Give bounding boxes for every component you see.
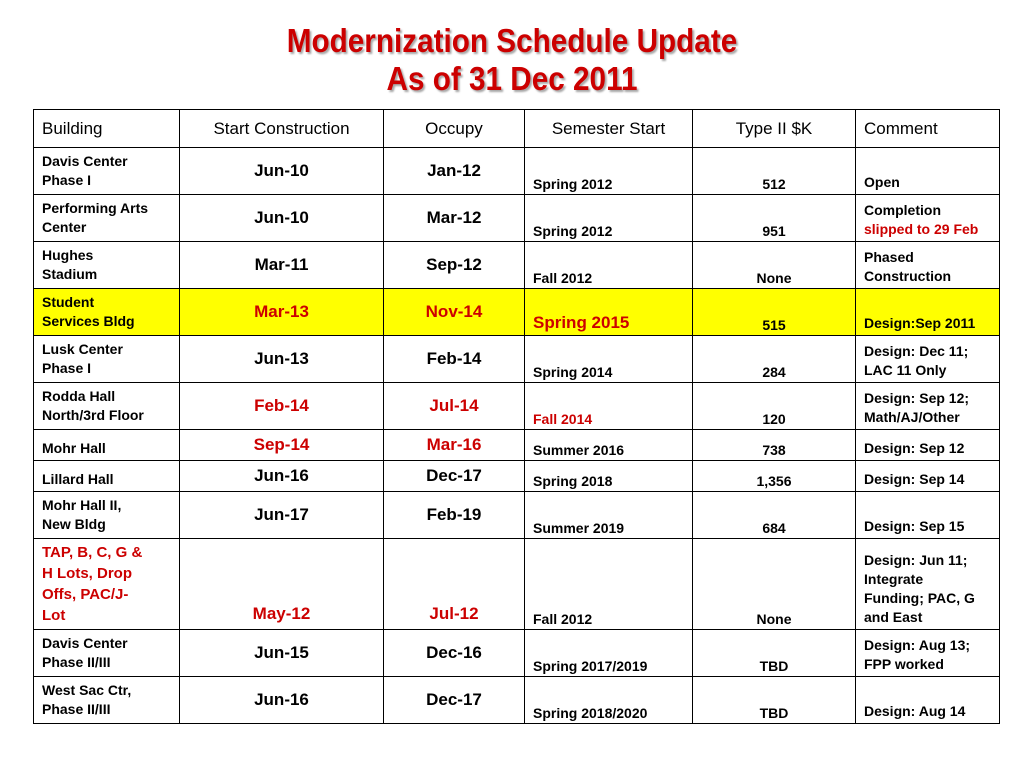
start-cell: Jun-16: [180, 677, 384, 724]
header-comment: Comment: [856, 110, 1000, 148]
title-line-2: As of 31 Dec 2011: [386, 60, 638, 97]
cost-cell: None: [693, 242, 856, 289]
start-cell: Jun-17: [180, 492, 384, 539]
cost-cell: 515: [693, 289, 856, 336]
header-type-ii-cost: Type II $K: [693, 110, 856, 148]
cost-cell: 951: [693, 195, 856, 242]
semester-cell: Spring 2018: [525, 461, 693, 492]
comment-cell: Design: Sep 12; Math/AJ/Other: [856, 383, 1000, 430]
occupy-cell: Feb-14: [384, 336, 525, 383]
table-header-row: [34, 110, 1000, 148]
cost-cell: 284: [693, 336, 856, 383]
cost-cell: 684: [693, 492, 856, 539]
occupy-cell: Sep-12: [384, 242, 525, 289]
table-row: [34, 430, 1000, 461]
building-cell: Davis Center Phase I: [34, 148, 180, 195]
occupy-cell: Jul-12: [384, 539, 525, 630]
cost-cell: 512: [693, 148, 856, 195]
semester-cell: Spring 2012: [525, 148, 693, 195]
building-cell: TAP, B, C, G & H Lots, Drop Offs, PAC/J- Lot: [34, 539, 180, 630]
table-row: [34, 677, 1000, 724]
comment-cell: Design: Jun 11; Integrate Funding; PAC, G and East: [856, 539, 1000, 630]
building-cell: Lillard Hall: [34, 461, 180, 492]
table-row: [34, 336, 1000, 383]
building-cell: Performing Arts Center: [34, 195, 180, 242]
table-row: [34, 461, 1000, 492]
start-cell: May-12: [180, 539, 384, 630]
header-start-construction: Start Construction: [180, 110, 384, 148]
occupy-cell: Feb-19: [384, 492, 525, 539]
cost-cell: 120: [693, 383, 856, 430]
table-row: [34, 492, 1000, 539]
building-cell: West Sac Ctr, Phase II/III: [34, 677, 180, 724]
cost-cell: TBD: [693, 677, 856, 724]
title-line-1: Modernization Schedule Update: [286, 22, 738, 59]
start-cell: Jun-10: [180, 148, 384, 195]
semester-cell: Spring 2018/2020: [525, 677, 693, 724]
start-cell: Jun-13: [180, 336, 384, 383]
table-row: [34, 195, 1000, 242]
header-building: Building: [34, 110, 180, 148]
semester-cell: Fall 2012: [525, 539, 693, 630]
comment-cell: Phased Construction: [856, 242, 1000, 289]
occupy-cell: Dec-17: [384, 677, 525, 724]
table-row: [34, 383, 1000, 430]
semester-cell: Spring 2012: [525, 195, 693, 242]
schedule-table: [33, 109, 1000, 724]
building-cell: Rodda Hall North/3rd Floor: [34, 383, 180, 430]
building-cell: Lusk Center Phase I: [34, 336, 180, 383]
cost-cell: TBD: [693, 630, 856, 677]
building-cell: Davis Center Phase II/III: [34, 630, 180, 677]
comment-cell: Design: Dec 11; LAC 11 Only: [856, 336, 1000, 383]
header-semester-start: Semester Start: [525, 110, 693, 148]
start-cell: Feb-14: [180, 383, 384, 430]
table-row: [34, 148, 1000, 195]
occupy-cell: Nov-14: [384, 289, 525, 336]
occupy-cell: Dec-16: [384, 630, 525, 677]
occupy-cell: Jan-12: [384, 148, 525, 195]
cost-cell: 738: [693, 430, 856, 461]
occupy-cell: Dec-17: [384, 461, 525, 492]
occupy-cell: Mar-12: [384, 195, 525, 242]
occupy-cell: Jul-14: [384, 383, 525, 430]
building-cell: Hughes Stadium: [34, 242, 180, 289]
semester-cell: Fall 2014: [525, 383, 693, 430]
semester-cell: Summer 2019: [525, 492, 693, 539]
cost-cell: 1,356: [693, 461, 856, 492]
comment-cell: Open: [856, 148, 1000, 195]
comment-cell: Design: Aug 13; FPP worked: [856, 630, 1000, 677]
comment-cell: Design: Sep 14: [856, 461, 1000, 492]
comment-cell: Design: Aug 14: [856, 677, 1000, 724]
comment-cell: Completion slipped to 29 Feb: [856, 195, 1000, 242]
start-cell: Mar-11: [180, 242, 384, 289]
start-cell: Jun-15: [180, 630, 384, 677]
table-row: [34, 630, 1000, 677]
building-cell: Mohr Hall II, New Bldg: [34, 492, 180, 539]
header-occupy: Occupy: [384, 110, 525, 148]
start-cell: Mar-13: [180, 289, 384, 336]
comment-cell: Design: Sep 15: [856, 492, 1000, 539]
semester-cell: Spring 2017/2019: [525, 630, 693, 677]
start-cell: Jun-10: [180, 195, 384, 242]
semester-cell: Spring 2014: [525, 336, 693, 383]
slide-title: [51, 22, 973, 98]
semester-cell: Fall 2012: [525, 242, 693, 289]
start-cell: Jun-16: [180, 461, 384, 492]
table-row: [34, 539, 1000, 630]
comment-cell: Design: Sep 12: [856, 430, 1000, 461]
table-row: [34, 242, 1000, 289]
occupy-cell: Mar-16: [384, 430, 525, 461]
comment-cell: Design:Sep 2011: [856, 289, 1000, 336]
semester-cell: Summer 2016: [525, 430, 693, 461]
table-row-highlighted: [34, 289, 1000, 336]
start-cell: Sep-14: [180, 430, 384, 461]
semester-cell: Spring 2015: [525, 289, 693, 336]
building-cell: Mohr Hall: [34, 430, 180, 461]
building-cell: Student Services Bldg: [34, 289, 180, 336]
cost-cell: None: [693, 539, 856, 630]
